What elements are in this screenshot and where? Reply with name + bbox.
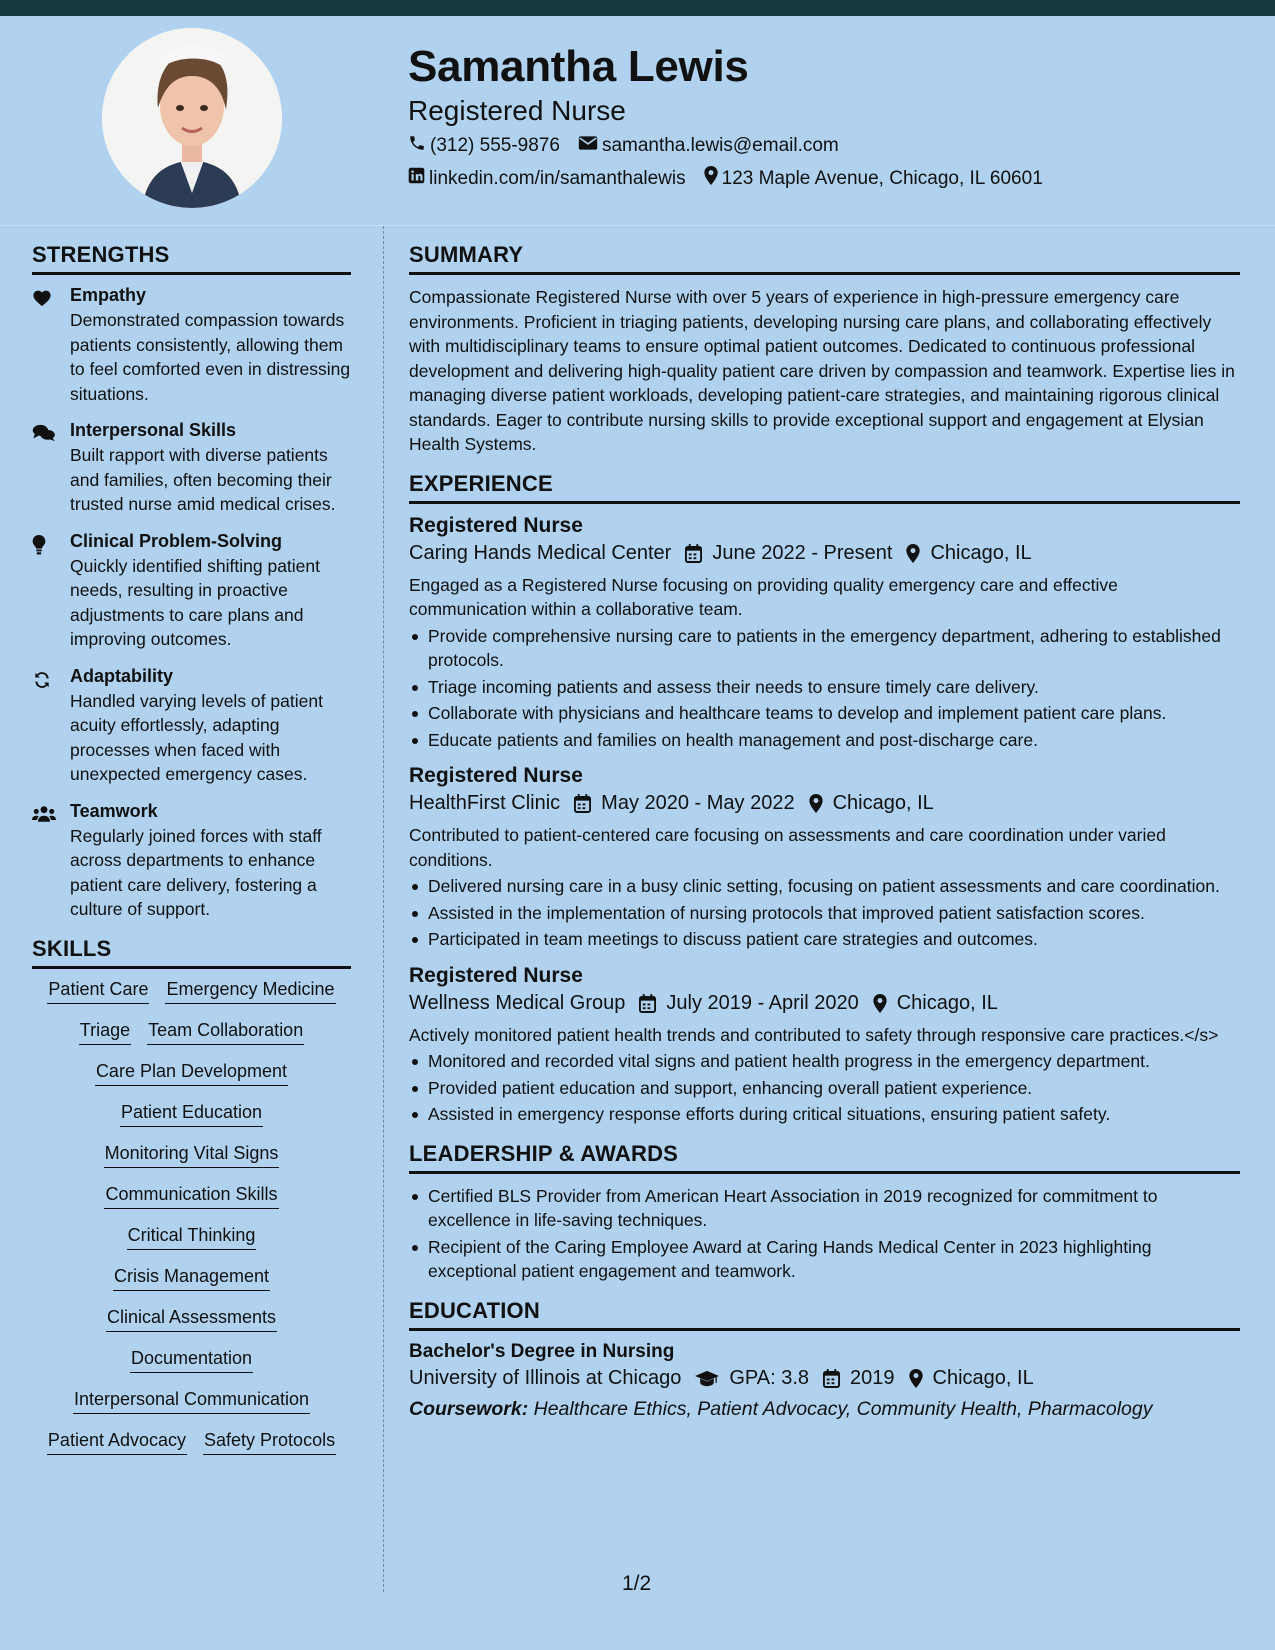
- skill-row: [32, 1102, 351, 1127]
- location-pin-icon: [909, 1369, 923, 1388]
- skill-tag: Triage: [79, 1020, 131, 1045]
- calendar-icon: [574, 794, 591, 813]
- skill-row: [32, 1061, 351, 1086]
- education-heading: EDUCATION: [409, 1298, 1240, 1331]
- linkedin-contact[interactable]: [408, 167, 686, 190]
- skill-tag: Documentation: [130, 1348, 253, 1373]
- experience-section: [409, 471, 1240, 1127]
- location-pin-icon: [704, 166, 722, 191]
- email-text[interactable]: samantha.lewis@email.com: [601, 135, 839, 156]
- graduation-cap-icon: [695, 1370, 719, 1387]
- profile-photo: [102, 28, 282, 208]
- skill-row: [32, 1184, 351, 1209]
- phone-icon: [408, 134, 430, 158]
- job-bullets: [409, 874, 1240, 952]
- linkedin-text[interactable]: linkedin.com/in/samanthalewis: [429, 167, 686, 189]
- job-dates: May 2020 - May 2022: [574, 792, 794, 815]
- bullet-item: Participated in team meetings to discuss patient care strategies and outcomes.: [409, 927, 1240, 952]
- strength-desc: Built rapport with diverse patients and families, often becoming their trusted nurse amid medical crises.: [70, 445, 336, 514]
- strength-item: [32, 420, 351, 517]
- job-entry: [409, 764, 1240, 952]
- right-column: [409, 242, 1240, 1435]
- comments-icon: [32, 420, 70, 517]
- job-company: Wellness Medical Group: [409, 991, 626, 1014]
- job-dates: July 2019 - April 2020: [639, 992, 858, 1015]
- skill-tag: Interpersonal Communication: [73, 1389, 310, 1414]
- skill-row: [32, 1348, 351, 1373]
- phone-contact: [408, 134, 560, 158]
- job-location: Chicago, IL: [873, 992, 998, 1015]
- awards-section: [409, 1141, 1240, 1284]
- bullet-item: Educate patients and families on health management and post-discharge care.: [409, 728, 1240, 753]
- candidate-name: Samantha Lewis: [408, 42, 749, 91]
- skills-section: [32, 936, 351, 1455]
- skill-row: [32, 1266, 351, 1291]
- coursework-list: Healthcare Ethics, Patient Advocacy, Community Health, Pharmacology: [533, 1397, 1153, 1420]
- email-contact[interactable]: [578, 135, 839, 157]
- skill-row: [32, 1389, 351, 1414]
- job-location: Chicago, IL: [906, 542, 1031, 565]
- bullet-item: Collaborate with physicians and healthcare teams to develop and implement patient care plans.: [409, 701, 1240, 726]
- education-section: [409, 1298, 1240, 1421]
- bullet-item: Assisted in the implementation of nursing protocols that improved patient satisfaction scores.: [409, 901, 1240, 926]
- location-pin-icon: [873, 994, 887, 1013]
- summary-text: Compassionate Registered Nurse with over 5 years of experience in high-pressure emergency care environments. Proficient in triaging patients, developing nursing care plans, and collaborating effectively with multidisciplinary teams to ensure optimal patient outcomes. Dedicated to continuous professional development and delivering high-quality patient care driven by compassion and teamwork. Expertise lies in managing diverse patient workloads, developing patient-care strategies, and maintaining rigorous clinical standards. Eager to contribute nursing skills to provide exceptional support and engagement at Elysian Health Systems.: [409, 287, 1235, 454]
- left-column: [32, 242, 351, 1471]
- job-location: Chicago, IL: [809, 792, 934, 815]
- location-pin-icon: [906, 544, 920, 563]
- skill-tag: Care Plan Development: [95, 1061, 288, 1086]
- job-role: Registered Nurse: [409, 513, 583, 537]
- strength-item: [32, 801, 351, 922]
- users-icon: [32, 801, 70, 922]
- experience-heading: EXPERIENCE: [409, 471, 1240, 504]
- job-description: Contributed to patient-centered care focusing on assessments and care coordination under varied conditions.: [409, 825, 1166, 870]
- strength-title: Interpersonal Skills: [70, 420, 237, 440]
- job-meta: [409, 542, 1240, 565]
- skill-tag: Patient Education: [120, 1102, 263, 1127]
- bullet-item: Delivered nursing care in a busy clinic setting, focusing on patient assessments and care coordination.: [409, 874, 1240, 899]
- bullet-item: Provide comprehensive nursing care to patients in the emergency department, adhering to established protocols.: [409, 624, 1240, 673]
- job-entry: [409, 964, 1240, 1127]
- skill-row: [32, 1020, 351, 1045]
- bullet-item: Monitored and recorded vital signs and patient health progress in the emergency department.: [409, 1049, 1240, 1074]
- strength-item: [32, 666, 351, 787]
- linkedin-icon: [408, 167, 429, 190]
- strength-desc: Demonstrated compassion towards patients consistently, allowing them to feel comforted even in distressing situations.: [70, 310, 351, 404]
- education-meta: [409, 1367, 1240, 1390]
- contact-row-2: [408, 166, 1061, 191]
- skill-tag: Crisis Management: [113, 1266, 270, 1291]
- skill-tag: Team Collaboration: [147, 1020, 304, 1045]
- calendar-icon: [685, 544, 702, 563]
- job-company: HealthFirst Clinic: [409, 792, 561, 814]
- skill-tag: Emergency Medicine: [165, 979, 335, 1004]
- skill-row: [32, 1225, 351, 1250]
- strength-desc: Handled varying levels of patient acuity effortlessly, adapting processes when faced with unexpected emergency cases.: [70, 690, 323, 784]
- skill-tag: Patient Advocacy: [47, 1430, 187, 1455]
- strength-desc: Regularly joined forces with staff across departments to enhance patient care delivery, fostering a culture of support.: [70, 825, 322, 919]
- skill-row: [32, 1307, 351, 1332]
- skill-tag: Patient Care: [47, 979, 149, 1004]
- phone-text: (312) 555-9876: [430, 135, 560, 156]
- award-item: Certified BLS Provider from American Heart Association in 2019 recognized for commitment to excellence in life-saving techniques.: [409, 1184, 1240, 1233]
- skill-tag: Communication Skills: [104, 1184, 278, 1209]
- job-meta: [409, 992, 1240, 1015]
- calendar-icon: [823, 1369, 840, 1388]
- heart-icon: [32, 285, 70, 406]
- job-description: Engaged as a Registered Nurse focusing on providing quality emergency care and effective communication within a collaborative team.: [409, 574, 1118, 619]
- strength-desc: Quickly identified shifting patient needs, resulting in proactive adjustments to care plans and improving outcomes.: [70, 555, 320, 649]
- address-contact: [704, 166, 1043, 191]
- bullet-item: Provided patient education and support, enhancing overall patient experience.: [409, 1076, 1240, 1101]
- strength-title: Teamwork: [70, 800, 158, 821]
- coursework: [409, 1398, 1240, 1421]
- skill-row: [32, 1430, 351, 1455]
- gpa: GPA: 3.8: [695, 1367, 809, 1390]
- degree-title: Bachelor's Degree in Nursing: [409, 1340, 675, 1362]
- job-dates: June 2022 - Present: [685, 542, 892, 565]
- calendar-icon: [639, 994, 656, 1013]
- job-bullets: [409, 624, 1240, 753]
- graduation-year: 2019: [823, 1367, 895, 1390]
- skill-row: [32, 1143, 351, 1168]
- awards-heading: LEADERSHIP & AWARDS: [409, 1141, 1240, 1174]
- job-role: Registered Nurse: [409, 764, 583, 787]
- bullet-item: Triage incoming patients and assess their needs to ensure timely care delivery.: [409, 675, 1240, 700]
- summary-section: [409, 242, 1240, 457]
- award-item: Recipient of the Caring Employee Award at Caring Hands Medical Center in 2023 highlighting exceptional patient engagement and teamwork.: [409, 1235, 1240, 1284]
- skill-tag: Critical Thinking: [127, 1225, 257, 1250]
- column-divider: [383, 226, 384, 1592]
- header-rule: [0, 225, 1275, 226]
- contact-row-1: [408, 134, 857, 158]
- strength-item: [32, 285, 351, 406]
- school-location: Chicago, IL: [909, 1367, 1034, 1390]
- coursework-label: Coursework:: [409, 1397, 529, 1420]
- skill-row: [32, 979, 351, 1004]
- strength-title: Empathy: [70, 285, 147, 305]
- strength-title: Clinical Problem-Solving: [70, 530, 283, 551]
- strength-title: Adaptability: [70, 665, 174, 686]
- skill-tag: Monitoring Vital Signs: [104, 1143, 280, 1168]
- school-name: University of Illinois at Chicago: [409, 1366, 682, 1389]
- page-number: 1/2: [622, 1572, 652, 1595]
- job-entry: [409, 514, 1240, 753]
- strengths-heading: STRENGTHS: [32, 242, 351, 275]
- skills-heading: SKILLS: [32, 936, 351, 969]
- skill-tag: Safety Protocols: [203, 1430, 336, 1455]
- address-text: 123 Maple Avenue, Chicago, IL 60601: [721, 167, 1043, 189]
- awards-list: [409, 1184, 1240, 1284]
- candidate-title: Registered Nurse: [408, 95, 626, 126]
- envelope-icon: [578, 135, 602, 157]
- skill-tag: Clinical Assessments: [106, 1307, 277, 1332]
- job-description: Actively monitored patient health trends and contributed to safety through responsive care practices.</s>: [409, 1024, 1219, 1045]
- job-role: Registered Nurse: [409, 963, 583, 987]
- lightbulb-icon: [32, 531, 70, 652]
- job-company: Caring Hands Medical Center: [409, 541, 672, 564]
- bullet-item: Assisted in emergency response efforts during critical situations, ensuring patient safety.: [409, 1102, 1240, 1127]
- location-pin-icon: [809, 794, 823, 813]
- summary-heading: SUMMARY: [409, 242, 1240, 275]
- top-bar: [0, 0, 1275, 16]
- sync-icon: [32, 666, 70, 787]
- job-bullets: [409, 1049, 1240, 1127]
- job-meta: [409, 792, 1240, 815]
- strength-item: [32, 531, 351, 652]
